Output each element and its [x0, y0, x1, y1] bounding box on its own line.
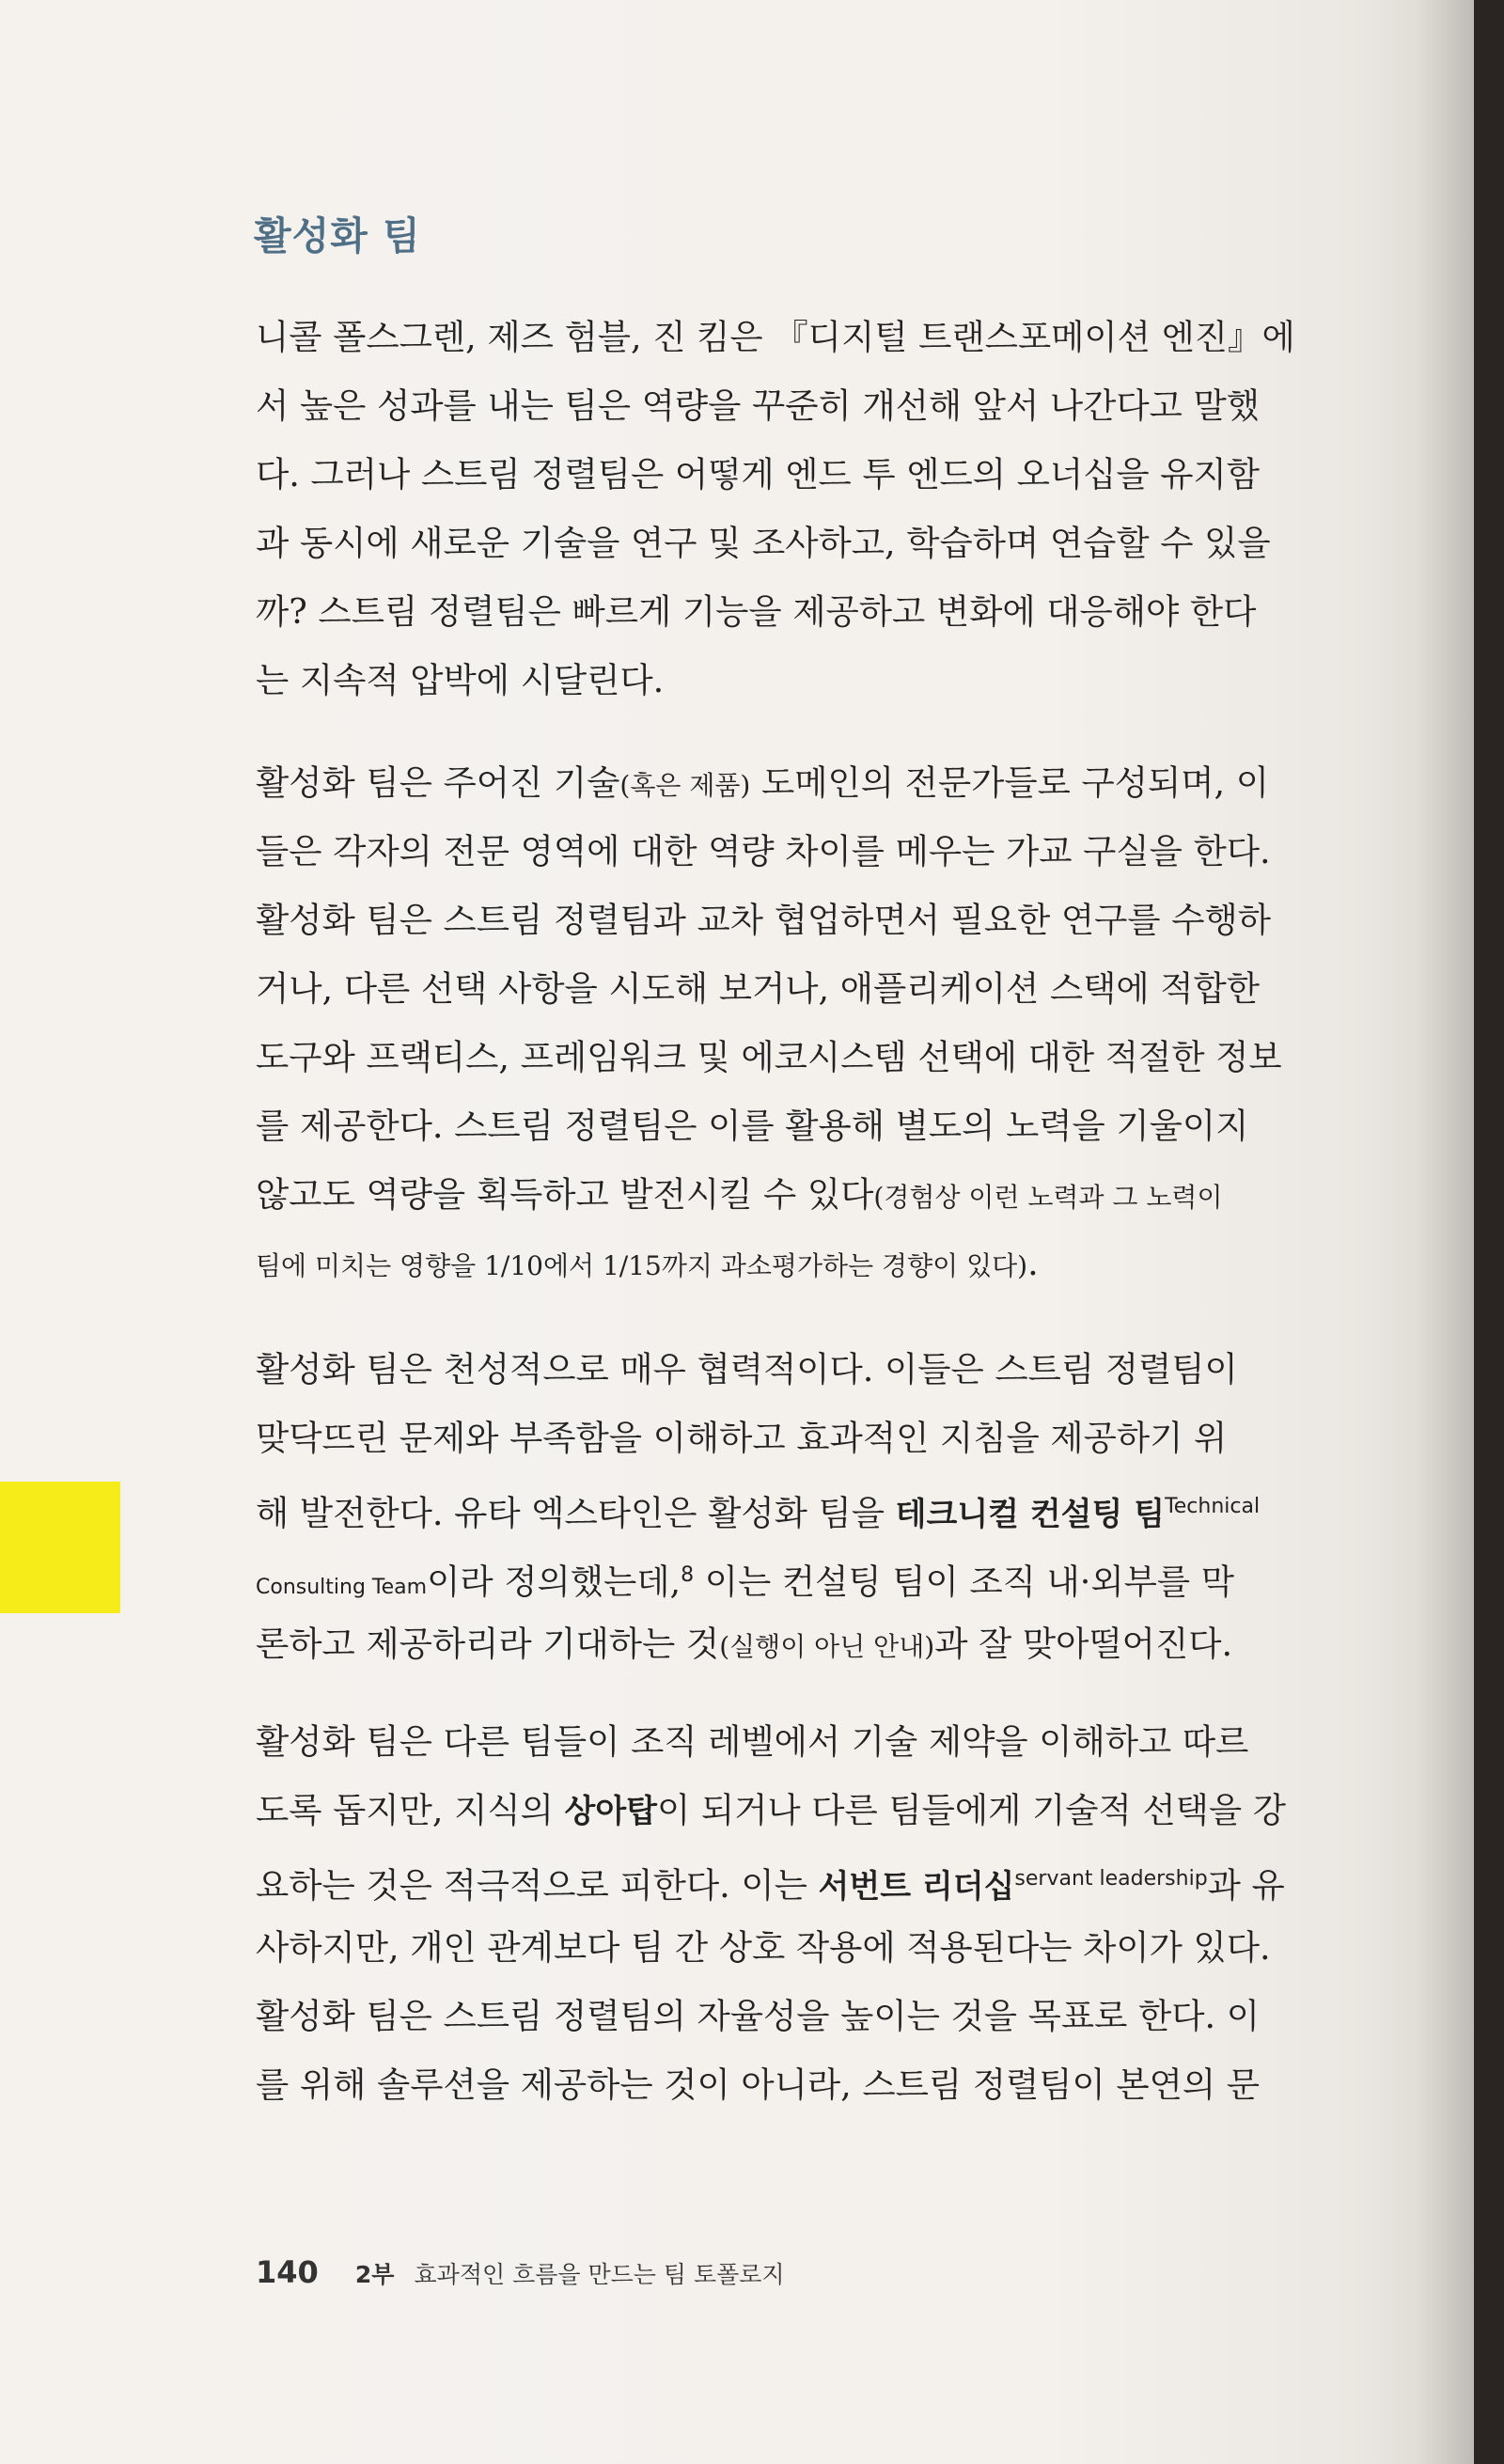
- text-line: 사하지만, 개인 관계보다 팀 간 상호 작용에 적용된다는 차이가 있다.: [256, 1927, 1271, 1968]
- english-term: Technical: [1165, 1495, 1261, 1518]
- text-line: 해 발전한다. 유타 엑스타인은 활성화 팀을 테크니컬 컨설팅 팀$^{Technical}$: [256, 1493, 1261, 1533]
- footnote-marker: 8: [681, 1563, 695, 1587]
- page-footer: [256, 2254, 785, 2290]
- parenthetical: 팀에 미치는 영향을 1/10에서 1/15까지 과소평가하는 경향이 있다): [256, 1250, 1028, 1281]
- part-label: 2부: [354, 2261, 395, 2288]
- text-line: 요하는 것은 적극적으로 피한다. 이는 서번트 리더십$^{servant leadership}$과 유: [256, 1865, 1285, 1906]
- text-line: 는 지속적 압박에 시달린다.: [256, 660, 665, 700]
- key-term: 서번트 리더십: [818, 1868, 1015, 1906]
- text-line: 들은 각자의 전문 영역에 대한 역량 차이를 메우는 가교 구실을 한다.: [256, 831, 1271, 871]
- text-line: 활성화 팀은 스트림 정렬팀의 자율성을 높이는 것을 목표로 한다. 이: [256, 1996, 1261, 2036]
- text-line: 다. 그러나 스트림 정렬팀은 어떻게 엔드 투 엔드의 오너십을 유지함: [256, 454, 1261, 494]
- key-term: 테크니컬 컨설팅 팀: [895, 1496, 1166, 1533]
- text-line: 맞닥뜨린 문제와 부족함을 이해하고 효과적인 지침을 제공하기 위: [256, 1418, 1228, 1458]
- english-term: Consulting Team: [256, 1576, 428, 1599]
- text-line: 까? 스트림 정렬팀은 빠르게 기능을 제공하고 변화에 대응해야 한다: [256, 591, 1257, 632]
- text-line: 과 동시에 새로운 기술을 연구 및 조사하고, 학습하며 연습할 수 있을: [256, 523, 1271, 563]
- parenthetical: (경험상 이런 노력과 그 노력이: [873, 1182, 1223, 1213]
- section-heading: 활성화 팀: [254, 213, 421, 259]
- parenthetical: (실행이 아닌 안내): [719, 1631, 935, 1662]
- text-line: 않고도 역량을 획득하고 발전시킬 수 있다(경험상 이런 노력과 그 노력이: [256, 1174, 1223, 1215]
- text-line: 를 제공한다. 스트림 정렬팀은 이를 활용해 별도의 노력을 기울이지: [256, 1106, 1249, 1146]
- text-line: 거나, 다른 선택 사항을 시도해 보거나, 애플리케이션 스택에 적합한: [256, 968, 1261, 1009]
- sticky-note-tab: [0, 1482, 120, 1613]
- key-term: 상아탑: [564, 1793, 658, 1830]
- text-line: 활성화 팀은 천성적으로 매우 협력적이다. 이들은 스트림 정렬팀이: [256, 1349, 1238, 1389]
- english-term: servant leadership: [1014, 1867, 1208, 1891]
- page-number: 140: [256, 2254, 319, 2290]
- text-line: Consulting Team이라 정의했는데,$^8$ 이는 컨설팅 팀이 조직 내·외부를 막: [256, 1562, 1234, 1602]
- text-line: 활성화 팀은 주어진 기술(혹은 제품) 도메인의 전문가들로 구성되며, 이: [256, 762, 1269, 803]
- text-line: 도구와 프랙티스, 프레임워크 및 에코시스템 선택에 대한 적절한 정보: [256, 1037, 1282, 1077]
- text-line: 론하고 제공하리라 기대하는 것(실행이 아닌 안내)과 잘 맞아떨어진다.: [256, 1624, 1233, 1664]
- text-line: 활성화 팀은 스트림 정렬팀과 교차 협업하면서 필요한 연구를 수행하: [256, 900, 1272, 940]
- text-line: 도록 돕지만, 지식의 상아탑이 되거나 다른 팀들에게 기술적 선택을 강: [256, 1790, 1287, 1830]
- text-line: 니콜 폴스그렌, 제즈 험블, 진 킴은 『디지털 트랜스포메이션 엔진』에: [256, 317, 1295, 357]
- text-line: 서 높은 성과를 내는 팀은 역량을 꾸준히 개선해 앞서 나간다고 말했: [256, 385, 1261, 426]
- parenthetical: (혹은 제품): [619, 770, 751, 801]
- binding-shadow: [1418, 0, 1474, 2464]
- text-line: 를 위해 솔루션을 제공하는 것이 아니라, 스트림 정렬팀이 본연의 문: [256, 2064, 1261, 2105]
- text-line: 활성화 팀은 다른 팀들이 조직 레벨에서 기술 제약을 이해하고 따르: [256, 1721, 1249, 1762]
- chapter-title: 효과적인 흐름을 만드는 팀 토폴로지: [414, 2261, 785, 2288]
- text-line: 팀에 미치는 영향을 1/10에서 1/15까지 과소평가하는 경향이 있다).: [256, 1243, 1039, 1283]
